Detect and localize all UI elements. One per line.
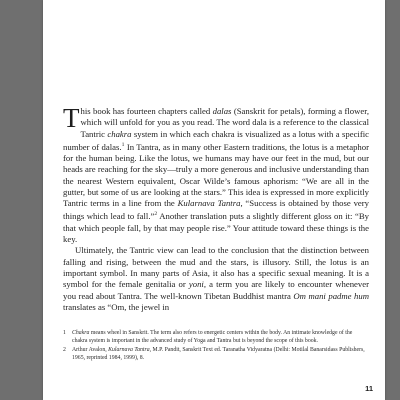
footnote-2-segment: Arthur Avalon, [72,347,109,354]
paragraph-1-segment: dalas [212,106,232,116]
scan-background-right [385,0,400,400]
paragraph-1-segment: Kularnava Tantra [177,198,241,209]
footnotes [63,330,369,364]
paragraph-1-segment: , “Success is obtained by those very things which lead to fall.” [63,198,370,222]
paragraph-2-segment: Om mani padme hum [293,290,369,301]
footnote-2-segment: Kularnava Tantra [108,347,150,354]
paragraph-2 [63,245,369,313]
footnote-2 [63,347,369,362]
footnote-1-segment: means wheel in Sanskrit. The term also refers to energetic centers within the body. An intimate knowledge of the chakra system is important in the advanced study of Yoga and Tantra but is beyond the scope of this book. [72,330,353,344]
paragraph-1-segment: (Sanskrit for petals), forming a flower, which will unfold for you as you read. The word dala is a reference to the classical Tantric [80,106,369,139]
paragraph-1-segment: chakra [107,128,132,139]
scan-background-left [0,0,43,400]
paragraph-2-segment: yoni [188,279,204,290]
drop-cap: T [63,103,80,133]
paragraph-1-segment: 1 [121,141,125,148]
paragraph-1-segment: In Tantra, as in many other Eastern traditions, the lotus is a metaphor for the human being. Like the lotus, we humans may have our feet in the mud, but our heads are reaching for the sky—truly a more generous and inclusive understanding than the nearest Western equivalent, Oscar Wilde’s famous aphorism: “We are all in the gutter, but some of us are looking at the stars.” This idea is expressed in more explicitly Tantric terms in a line from the [63,141,370,209]
paragraph-2-segment: Ultimately, the Tantric view can lead to the conclusion that the distinction between falling and rising, between the mud and the stars, is illusory. Still, the lotus is an important symbol. In many parts of Asia, it also has a specific sexual meaning. It is a symbol for the female genitalia or [63,245,369,290]
paragraph-2-segment: , a term you are likely to encounter whenever you read about Tantra. The well-known Tibetan Buddhist mantra [63,279,369,301]
footnote-2-segment: , M.P. Pandit, Sanskrit Text ed. Taranatha Vidyaratna (Delhi: Motilal Banarsidass Publishers, 1965, reprinted 1984, 1999), 8. [72,347,365,361]
paragraph-2-text [63,245,369,311]
footnote-2-text [72,347,369,362]
footnote-1-segment: Chakra [72,330,90,336]
book-page [43,0,385,400]
footnote-2-number: 2 [63,347,66,354]
footnote-1-text [72,330,369,345]
paragraph-1-segment: his book has fourteen chapters called [80,106,213,116]
paragraph-1-text [63,103,370,245]
paragraph-1-segment: 2 [154,211,158,218]
footnote-1 [63,330,369,345]
body-text [63,103,370,313]
paragraph-2-segment: translates as “Om, the jewel in [63,301,170,312]
paragraph-1 [63,103,370,245]
paragraph-1-segment: Another translation puts a slightly different gloss on it: “By that which people fall, by that may people rise.” Your attitude toward these things is the key. [63,211,369,245]
footnote-1-number: 1 [63,330,66,336]
page-number: 11 [365,384,373,393]
paragraph-1-segment: system in which each chakra is visualized as a lotus with a specific number of dalas. [63,128,370,152]
